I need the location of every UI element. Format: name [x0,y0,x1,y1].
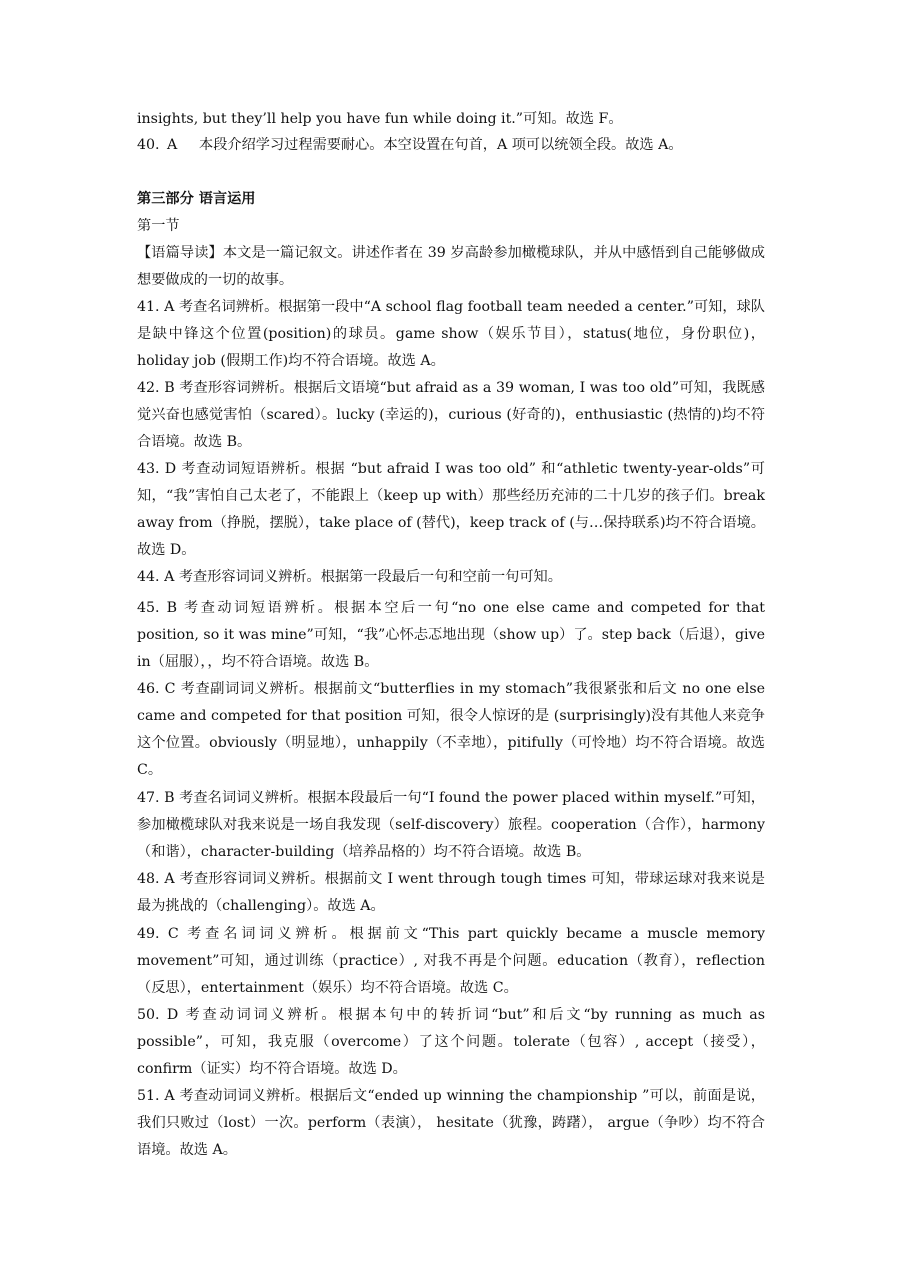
subsection-title: 第一节 [137,218,180,234]
answer-40 [137,132,765,159]
answer-49: 49. C 考查名词词义辨析。根据前文“This part quickly became a muscle memory movement”可知，通过训练（practice）, 对我不再是个问题。education（教育），reflection（反思），entertainment（娱乐）均不符合语境。故选 C。 [137,926,765,996]
answer-40-letter: A [167,137,178,153]
answer-42: 42. B 考查形容词辨析。根据后文语境“but afraid as a 39 woman, I was too old”可知，我既感觉兴奋也感觉害怕（scared）。lucky (幸运的)，curious (好奇的)，enthusiastic (热情的)均不符合语境。故选 B。 [137,380,765,450]
section-title: 第三部分 语言运用 [137,191,256,207]
answer-51: 51. A 考查动词词义辨析。根据后文“ended up winning the championship ”可以，前面是说，我们只败过（lost）一次。perform（表演）， hesitate（犹豫，踌躇）， argue（争吵）均不符合语境。故选 A。 [137,1088,765,1158]
answer-40-number: 40. [137,137,160,153]
passage-guide: 【语篇导读】本文是一篇记叙文。讲述作者在 39 岁高龄参加橄榄球队，并从中感悟到自己能够做成想要做成的一切的故事。 [137,245,765,288]
answer-47: 47. B 考查名词词义辨析。根据本段最后一句“I found the power placed within myself.”可知，参加橄榄球队对我来说是一场自我发现（self-discovery）旅程。cooperation（合作），harmony（和谐），character-building（培养品格的）均不符合语境。故选 B。 [137,790,765,860]
answer-41: 41. A 考查名词辨析。根据第一段中“A school flag football team needed a center.”可知，球队是缺中锋这个位置(position)的球员。game show（娱乐节目），status(地位，身份职位)，holiday job (假期工作)均不符合语境。故选 A。 [137,299,765,369]
answer-45: 45. B 考查动词短语辨析。根据本空后一句“no one else came and competed for that position, so it was mine”可知，“我”心怀忐忑地出现（show up）了。step back（后退），give in（屈服），，均不符合语境。故选 B。 [137,600,765,670]
answer-43: 43. D 考查动词短语辨析。根据 “but afraid I was too old” 和“athletic twenty-year-olds”可知，“我”害怕自己太老了，不能跟上（keep up with）那些经历充沛的二十几岁的孩子们。break away from（挣脱，摆脱），take place of (替代)，keep track of (与…保持联系)均不符合语境。故选 D。 [137,461,765,558]
answer-48: 48. A 考查形容词词义辨析。根据前文 I went through tough times 可知，带球运球对我来说是最为挑战的（challenging）。故选 A。 [137,871,765,914]
answer-50: 50. D 考查动词词义辨析。根据本句中的转折词“but”和后文“by running as much as possible”，可知，我克服（overcome）了这个问题。tolerate（包容）, accept（接受），confirm（证实）均不符合语境。故选 D。 [137,1007,765,1077]
answer-40-text: 本段介绍学习过程需要耐心。本空设置在句首，A 项可以统领全段。故选 A。 [199,137,683,153]
answer-46: 46. C 考查副词词义辨析。根据前文“butterflies in my stomach”我很紧张和后文 no one else came and competed for that position 可知，很令人惊讶的是 (surprisingly)没有其他人来竞争这个位置。obviously（明显地），unhappily（不幸地），pitifully（可怜地）均不符合语境。故选 C。 [137,681,765,778]
continuation-line: insights, but they’ll help you have fun while doing it.”可知。故选 F。 [137,111,623,127]
answer-44: 44. A 考查形容词词义辨析。根据第一段最后一句和空前一句可知。 [137,569,562,585]
